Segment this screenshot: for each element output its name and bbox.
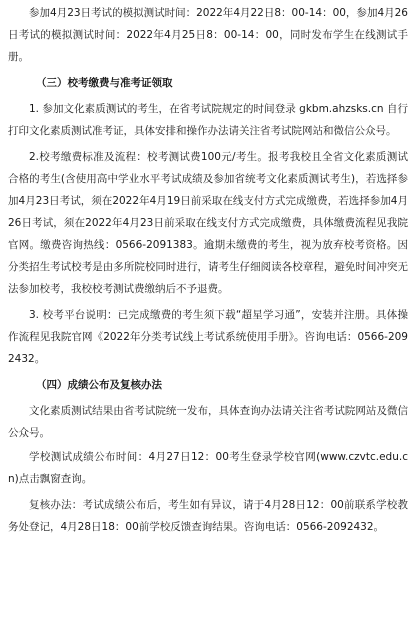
admission-ticket-paragraph: 1. 参加文化素质测试的考生，在省考试院规定的时间登录 gkbm.ahzsks.cn 自行打印文化素质测试准考证，具体安排和操作办法请关注省考试院网站和微信公众号。 — [8, 103, 408, 137]
culture-test-results-paragraph: 文化素质测试结果由省考试院统一发布，具体查询办法请关注省考试院网站及微信公众号。 — [8, 405, 408, 439]
school-results-release-paragraph: 学校测试成绩公布时间：4月27日12：00考生登录学校官网(www.czvtc.edu.cn)点击飘窗查询。 — [8, 451, 408, 485]
exam-platform-paragraph: 3. 校考平台说明：已完成缴费的考生须下载“超星学习通”，安装并注册。具体操作流程见我院官网《2022年分类考试线上考试系统使用手册》。咨询电话：0566-2092432。 — [8, 309, 408, 365]
fee-process-paragraph: 2.校考缴费标准及流程：校考测试费100元/考生。报考我校且全省文化素质测试合格的考生(含使用高中学业水平考试成绩及参加省统考文化素质测试考生)，若选择参加4月23日考试，须在2022年4月19日前采取在线支付方式完成缴费，若选择参加4月26日考试，须在2022年4月23日前采取在线支付方式完成缴费，具体缴费流程见我院官网。缴费咨询热线：0566-2091383。逾期未缴费的考生，视为放弃校考资格。因分类招生考试校考是由多所院校同时进行，请考生仔细阅读各校章程，避免时间冲突无法参加校考，我校校考测试费缴纳后不予退费。 — [8, 151, 408, 295]
review-method-paragraph: 复核办法：考试成绩公布后，考生如有异议，请于4月28日12：00前联系学校教务处登记，4月28日18：00前学校反馈查询结果。咨询电话：0566-2092432。 — [8, 499, 408, 533]
mock-test-schedule-paragraph: 参加4月23日考试的模拟测试时间：2022年4月22日8：00-14：00，参加4月26日考试的模拟测试时间：2022年4月25日8：00-14：00，同时发布学生在线测试手册。 — [8, 7, 408, 63]
section-heading-results-review: （四）成绩公布及复核办法 — [36, 379, 162, 391]
section-heading-fee-admission: （三）校考缴费与准考证领取 — [36, 77, 173, 89]
